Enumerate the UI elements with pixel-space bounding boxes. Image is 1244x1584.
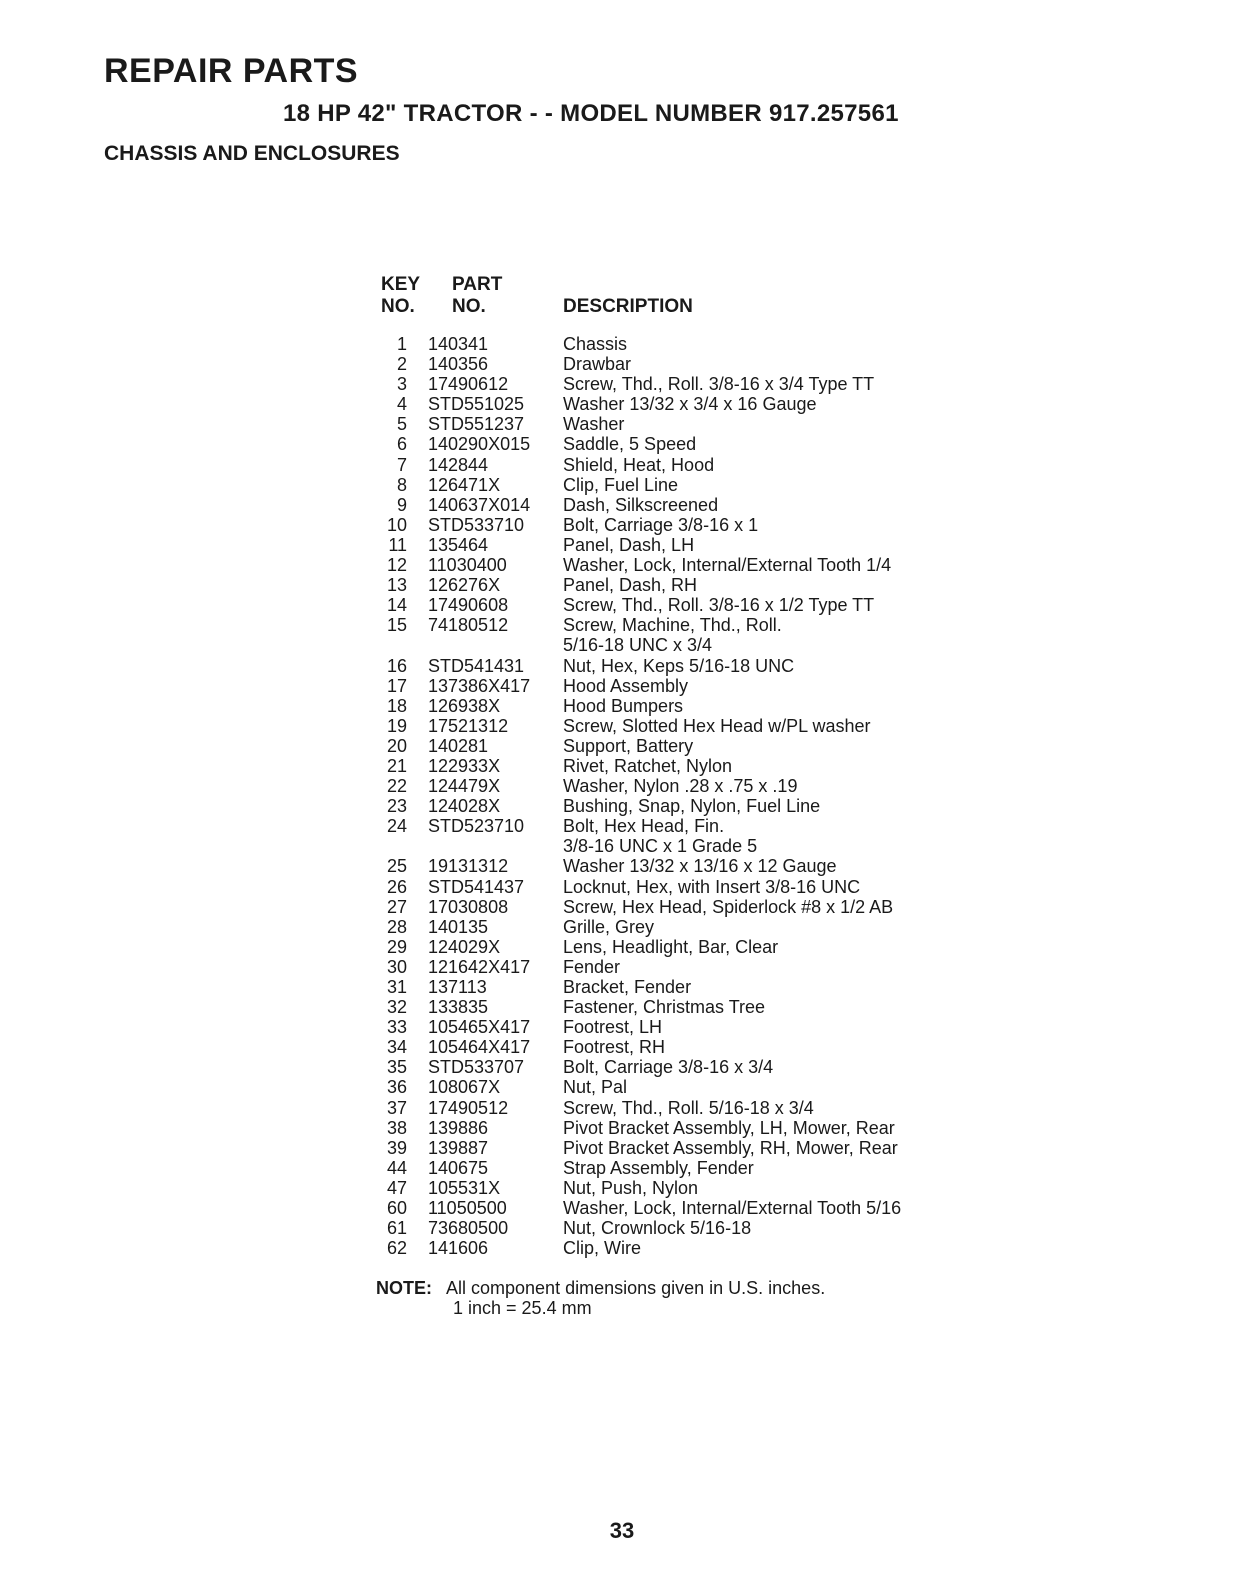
part-number: 11030400 — [428, 555, 507, 576]
part-description: Grille, Grey — [563, 916, 655, 937]
table-row — [381, 615, 961, 655]
part-description: Screw, Thd., Roll. 5/16-18 x 3/4 — [563, 1097, 814, 1118]
part-number: 11050500 — [428, 1198, 507, 1219]
table-row — [381, 736, 961, 756]
key-number: 13 — [386, 575, 407, 596]
part-number: 122933X — [428, 755, 501, 776]
parts-list — [381, 334, 961, 1258]
key-number: 60 — [386, 1198, 407, 1219]
part-number: 17490608 — [428, 595, 509, 616]
part-number: 105465X417 — [428, 1017, 531, 1038]
key-number: 47 — [386, 1177, 407, 1198]
part-description: Pivot Bracket Assembly, RH, Mower, Rear — [563, 1137, 898, 1158]
part-number: 19131312 — [428, 856, 509, 877]
part-description: Chassis — [563, 334, 628, 354]
part-description: Washer, Nylon .28 x .75 x .19 — [563, 776, 798, 797]
key-number: 6 — [396, 434, 407, 455]
key-number: 32 — [386, 997, 407, 1018]
key-number: 12 — [386, 555, 407, 576]
table-row — [381, 917, 961, 937]
part-number: STD541431 — [428, 655, 525, 676]
part-number: 140290X015 — [428, 434, 531, 455]
key-number: 20 — [386, 735, 407, 756]
part-number: 139887 — [428, 1137, 489, 1158]
key-number: 14 — [386, 595, 407, 616]
part-description: Panel, Dash, LH — [563, 534, 695, 555]
key-number: 19 — [386, 715, 407, 736]
part-description: Rivet, Ratchet, Nylon — [563, 755, 733, 776]
table-row — [381, 977, 961, 997]
part-description: Bolt, Carriage 3/8-16 x 1 — [563, 514, 759, 535]
part-description: Bracket, Fender — [563, 977, 692, 997]
model-subtitle: 18 HP 42" TRACTOR - - MODEL NUMBER 917.257561 — [283, 100, 899, 127]
table-row — [381, 1077, 961, 1097]
table-row — [381, 595, 961, 615]
table-row — [381, 1158, 961, 1178]
table-row — [381, 1218, 961, 1238]
part-number: STD523710 — [428, 816, 525, 837]
table-row — [381, 1238, 961, 1258]
table-row — [381, 374, 961, 394]
key-number: 21 — [386, 755, 407, 776]
part-description: Fastener, Christmas Tree — [563, 997, 766, 1018]
part-number: 17030808 — [428, 896, 509, 917]
table-row — [381, 354, 961, 374]
table-row — [381, 1098, 961, 1118]
key-number: 18 — [386, 695, 407, 716]
key-number: 37 — [386, 1097, 407, 1118]
table-row — [381, 394, 961, 414]
part-description: Washer, Lock, Internal/External Tooth 5/16 — [563, 1198, 902, 1219]
part-description: Screw, Hex Head, Spiderlock #8 x 1/2 AB — [563, 896, 894, 917]
key-number: 35 — [386, 1057, 407, 1078]
table-row — [381, 434, 961, 454]
key-number: 36 — [386, 1077, 407, 1098]
table-row — [381, 555, 961, 575]
key-number: 38 — [386, 1117, 407, 1138]
part-description: Bolt, Hex Head, Fin. 3/8-16 UNC x 1 Grade 5 — [563, 816, 758, 857]
part-number: 142844 — [428, 454, 489, 475]
key-number: 7 — [396, 454, 407, 475]
table-row — [381, 1037, 961, 1057]
note-label: NOTE: — [376, 1278, 432, 1298]
table-row — [381, 897, 961, 917]
part-number: 133835 — [428, 997, 489, 1018]
key-number: 10 — [386, 514, 407, 535]
key-number: 22 — [386, 776, 407, 797]
part-number: 140637X014 — [428, 494, 531, 515]
part-number: STD551025 — [428, 394, 525, 415]
part-column-header-line2: NO. — [452, 296, 486, 317]
part-number: 126938X — [428, 695, 501, 716]
part-description: Locknut, Hex, with Insert 3/8-16 UNC — [563, 876, 861, 897]
key-number: 62 — [386, 1238, 407, 1259]
key-number: 1 — [396, 334, 407, 354]
part-number: 126276X — [428, 575, 501, 596]
part-number: 141606 — [428, 1238, 489, 1259]
part-number: 140135 — [428, 916, 489, 937]
key-number: 34 — [386, 1037, 407, 1058]
key-number: 27 — [386, 896, 407, 917]
part-number: 74180512 — [428, 615, 509, 636]
key-number: 29 — [386, 936, 407, 957]
part-description: Fender — [563, 956, 621, 977]
table-row — [381, 937, 961, 957]
key-number: 17 — [386, 675, 407, 696]
key-number: 33 — [386, 1017, 407, 1038]
part-number: 124479X — [428, 776, 501, 797]
part-description: Panel, Dash, RH — [563, 575, 698, 596]
table-row — [381, 495, 961, 515]
part-number: STD533710 — [428, 514, 525, 535]
part-description: Nut, Push, Nylon — [563, 1177, 699, 1198]
part-number: 140341 — [428, 334, 489, 354]
part-number: 126471X — [428, 474, 501, 495]
part-number: 137386X417 — [428, 675, 531, 696]
part-number: 124029X — [428, 936, 501, 957]
section-heading: CHASSIS AND ENCLOSURES — [104, 142, 400, 165]
table-row — [381, 575, 961, 595]
part-description: Screw, Thd., Roll. 3/8-16 x 3/4 Type TT — [563, 374, 875, 395]
table-row — [381, 716, 961, 736]
table-row — [381, 1198, 961, 1218]
part-number: 17490512 — [428, 1097, 509, 1118]
table-row — [381, 997, 961, 1017]
note-text-line1: All component dimensions given in U.S. inches. — [446, 1278, 826, 1298]
part-description: Footrest, LH — [563, 1017, 663, 1038]
key-number: 44 — [386, 1157, 407, 1178]
part-description: Washer, Lock, Internal/External Tooth 1/4 — [563, 555, 892, 576]
key-column-header-line1: KEY — [381, 274, 421, 295]
part-description: Hood Assembly — [563, 675, 689, 696]
table-row — [381, 656, 961, 676]
key-number: 3 — [396, 374, 407, 395]
part-description: Screw, Thd., Roll. 3/8-16 x 1/2 Type TT — [563, 595, 875, 616]
part-number: 17490612 — [428, 374, 509, 395]
table-row — [381, 334, 961, 354]
part-number: 73680500 — [428, 1218, 509, 1239]
part-number: 137113 — [428, 977, 487, 997]
key-number: 39 — [386, 1137, 407, 1158]
part-number: 124028X — [428, 796, 501, 817]
table-row — [381, 856, 961, 876]
key-number: 2 — [396, 354, 407, 375]
table-row — [381, 535, 961, 555]
table-header — [381, 274, 941, 322]
key-number: 23 — [386, 796, 407, 817]
table-row — [381, 1138, 961, 1158]
part-column-header-line1: PART — [452, 274, 503, 295]
key-number: 30 — [386, 956, 407, 977]
table-row — [381, 696, 961, 716]
part-description: Screw, Slotted Hex Head w/PL washer — [563, 715, 871, 736]
page-title: REPAIR PARTS — [104, 52, 359, 90]
part-description: Clip, Wire — [563, 1238, 642, 1259]
table-row — [381, 756, 961, 776]
part-number: 121642X417 — [428, 956, 531, 977]
key-number: 4 — [396, 394, 407, 415]
part-description: Washer — [563, 414, 625, 435]
part-number: 140356 — [428, 354, 489, 375]
part-description: Dash, Silkscreened — [563, 494, 719, 515]
key-number: 15 — [386, 615, 407, 636]
table-row — [381, 877, 961, 897]
table-row — [381, 776, 961, 796]
part-number: 17521312 — [428, 715, 509, 736]
key-column-header-line2: NO. — [381, 296, 415, 317]
part-number: 105464X417 — [428, 1037, 531, 1058]
part-description: Saddle, 5 Speed — [563, 434, 697, 455]
table-row — [381, 475, 961, 495]
part-description: Lens, Headlight, Bar, Clear — [563, 936, 779, 957]
key-number: 9 — [396, 494, 407, 515]
key-number: 16 — [386, 655, 407, 676]
key-number: 28 — [386, 916, 407, 937]
description-column-header: DESCRIPTION — [563, 296, 693, 317]
key-number: 26 — [386, 876, 407, 897]
part-description: Clip, Fuel Line — [563, 474, 679, 495]
table-row — [381, 414, 961, 434]
part-number: 108067X — [428, 1077, 501, 1098]
table-row — [381, 515, 961, 535]
key-number: 25 — [386, 856, 407, 877]
key-number: 11 — [388, 534, 407, 555]
table-row — [381, 1178, 961, 1198]
key-number: 8 — [396, 474, 407, 495]
table-row — [381, 957, 961, 977]
key-number: 24 — [386, 816, 407, 837]
part-description: Screw, Machine, Thd., Roll. 5/16-18 UNC x 3/4 — [563, 615, 782, 656]
part-number: 105531X — [428, 1177, 501, 1198]
note-text-line2: 1 inch = 25.4 mm — [453, 1298, 592, 1318]
part-description: Washer 13/32 x 13/16 x 12 Gauge — [563, 856, 837, 877]
part-description: Footrest, RH — [563, 1037, 666, 1058]
part-description: Bushing, Snap, Nylon, Fuel Line — [563, 796, 821, 817]
part-description: Drawbar — [563, 354, 632, 375]
table-row — [381, 796, 961, 816]
part-description: Shield, Heat, Hood — [563, 454, 715, 475]
part-number: 139886 — [428, 1117, 489, 1138]
part-number: STD541437 — [428, 876, 525, 897]
note — [376, 1278, 825, 1318]
table-row — [381, 1017, 961, 1037]
table-row — [381, 455, 961, 475]
key-number: 5 — [396, 414, 407, 435]
part-description: Nut, Pal — [563, 1077, 628, 1098]
page-number: 33 — [609, 1518, 635, 1543]
part-number: 135464 — [428, 534, 489, 555]
part-description: Nut, Crownlock 5/16-18 — [563, 1218, 752, 1239]
part-description: Support, Battery — [563, 735, 694, 756]
part-number: 140675 — [428, 1157, 489, 1178]
part-description: Pivot Bracket Assembly, LH, Mower, Rear — [563, 1117, 895, 1138]
table-row — [381, 676, 961, 696]
part-description: Hood Bumpers — [563, 695, 684, 716]
table-row — [381, 1118, 961, 1138]
table-row — [381, 816, 961, 856]
part-description: Bolt, Carriage 3/8-16 x 3/4 — [563, 1057, 774, 1078]
part-description: Strap Assembly, Fender — [563, 1157, 754, 1178]
key-number: 61 — [386, 1218, 407, 1239]
key-number: 31 — [386, 977, 407, 997]
part-description: Nut, Hex, Keps 5/16-18 UNC — [563, 655, 795, 676]
part-number: STD551237 — [428, 414, 525, 435]
part-description: Washer 13/32 x 3/4 x 16 Gauge — [563, 394, 817, 415]
part-number: 140281 — [428, 735, 489, 756]
table-row — [381, 1057, 961, 1077]
part-number: STD533707 — [428, 1057, 525, 1078]
